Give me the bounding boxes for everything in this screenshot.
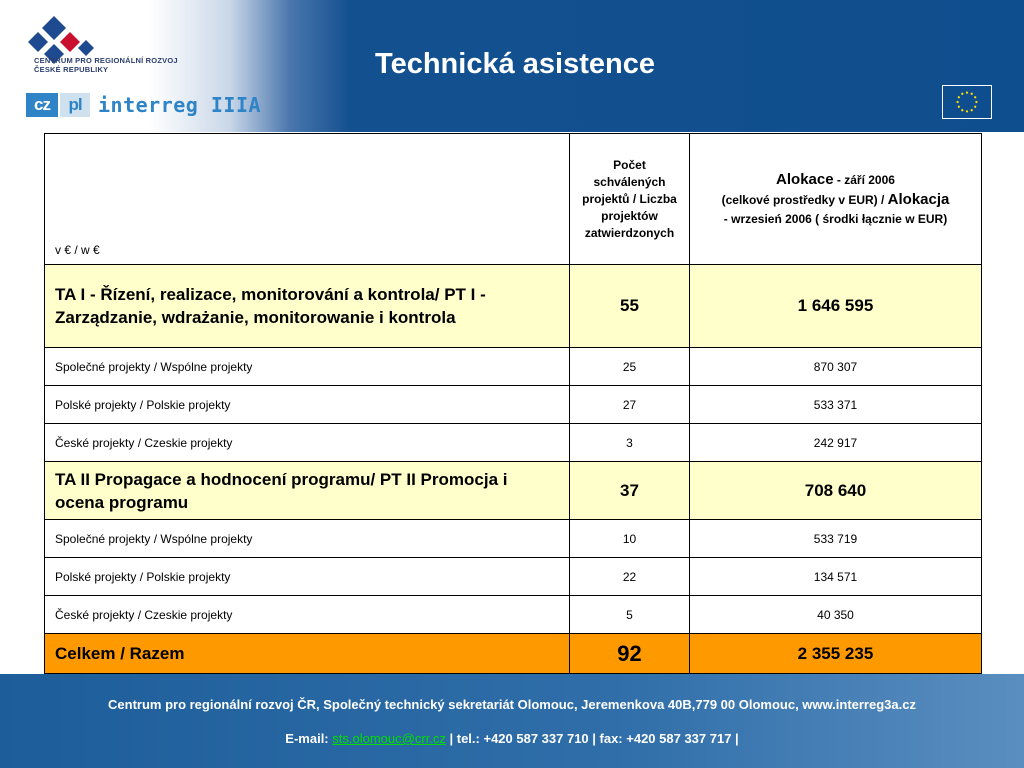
footer-contact [0,731,1024,746]
header [0,0,1024,132]
email-label: E-mail: [285,731,333,746]
count-header: Počet schválených projektů / Liczba projektów zatwierdzonych [570,134,690,265]
allocation-header [690,134,982,265]
row-allocation: 242 917 [690,424,982,462]
row-count: 3 [570,424,690,462]
table-row [45,558,982,596]
section-row [45,462,982,520]
section-allocation: 1 646 595 [690,265,982,348]
page-title: Technická asistence [375,48,655,80]
crr-logo-text [34,56,178,74]
row-count: 5 [570,596,690,634]
contact-details: | tel.: +420 587 337 710 | fax: +420 587 337 717 | [445,731,739,746]
eu-flag-icon [942,85,992,119]
footer-address: Centrum pro regionální rozvoj ČR, Společný technický sekretariát Olomouc, Jeremenkova 40B,779 00 Olomouc, www.interreg3a.cz [108,697,916,712]
assistance-table [44,133,981,674]
row-allocation: 533 719 [690,520,982,558]
row-count: 25 [570,348,690,386]
row-label: Polské projekty / Polskie projekty [45,386,570,424]
row-label: Společné projekty / Wspólne projekty [45,348,570,386]
email-link[interactable]: sts.olomouc@crr.cz [332,731,446,746]
alloc-header-part5: - wrzesień 2006 ( środki łącznie w EUR) [723,211,948,226]
section-row [45,265,982,348]
row-label: České projekty / Czeskie projekty [45,596,570,634]
row-allocation: 40 350 [690,596,982,634]
table-row [45,386,982,424]
total-count: 92 [570,634,690,674]
section-allocation: 708 640 [690,462,982,520]
section-count: 37 [570,462,690,520]
unit-label: v € / w € [45,134,570,265]
section-title: TA I - Řízení, realizace, monitorování a kontrola/ PT I - Zarządzanie, wdrażanie, monitorowanie i kontrola [45,265,570,348]
table-row [45,596,982,634]
alloc-header-part3: (celkové prostředky v EUR) / [721,192,888,207]
row-label: Polské projekty / Polskie projekty [45,558,570,596]
alloc-header-part1: Alokace [776,170,834,188]
footer [0,674,1024,768]
table-row [45,348,982,386]
row-count: 10 [570,520,690,558]
logo-cz: cz [26,93,58,117]
total-label: Celkem / Razem [45,634,570,674]
row-label: České projekty / Czeskie projekty [45,424,570,462]
crr-logo-line-1: CENTRUM PRO REGIONÁLNÍ ROZVOJ [34,56,178,65]
row-allocation: 533 371 [690,386,982,424]
logo-interreg-text: interreg IIIA [98,93,262,117]
total-allocation: 2 355 235 [690,634,982,674]
table-row [45,424,982,462]
row-allocation: 134 571 [690,558,982,596]
alloc-header-part2: - září 2006 [833,172,895,187]
table-header-row [45,134,982,265]
alloc-header-part4: Alokacja [887,190,950,208]
row-allocation: 870 307 [690,348,982,386]
section-title: TA II Propagace a hodnocení programu/ PT II Promocja i ocena programu [45,462,570,520]
logo-pl: pl [60,93,90,117]
crr-logo-line-2: ČESKÉ REPUBLIKY [34,65,109,74]
row-count: 22 [570,558,690,596]
total-row [45,634,982,674]
table-row [45,520,982,558]
row-label: Společné projekty / Wspólne projekty [45,520,570,558]
row-count: 27 [570,386,690,424]
section-count: 55 [570,265,690,348]
interreg-logo [26,92,261,118]
